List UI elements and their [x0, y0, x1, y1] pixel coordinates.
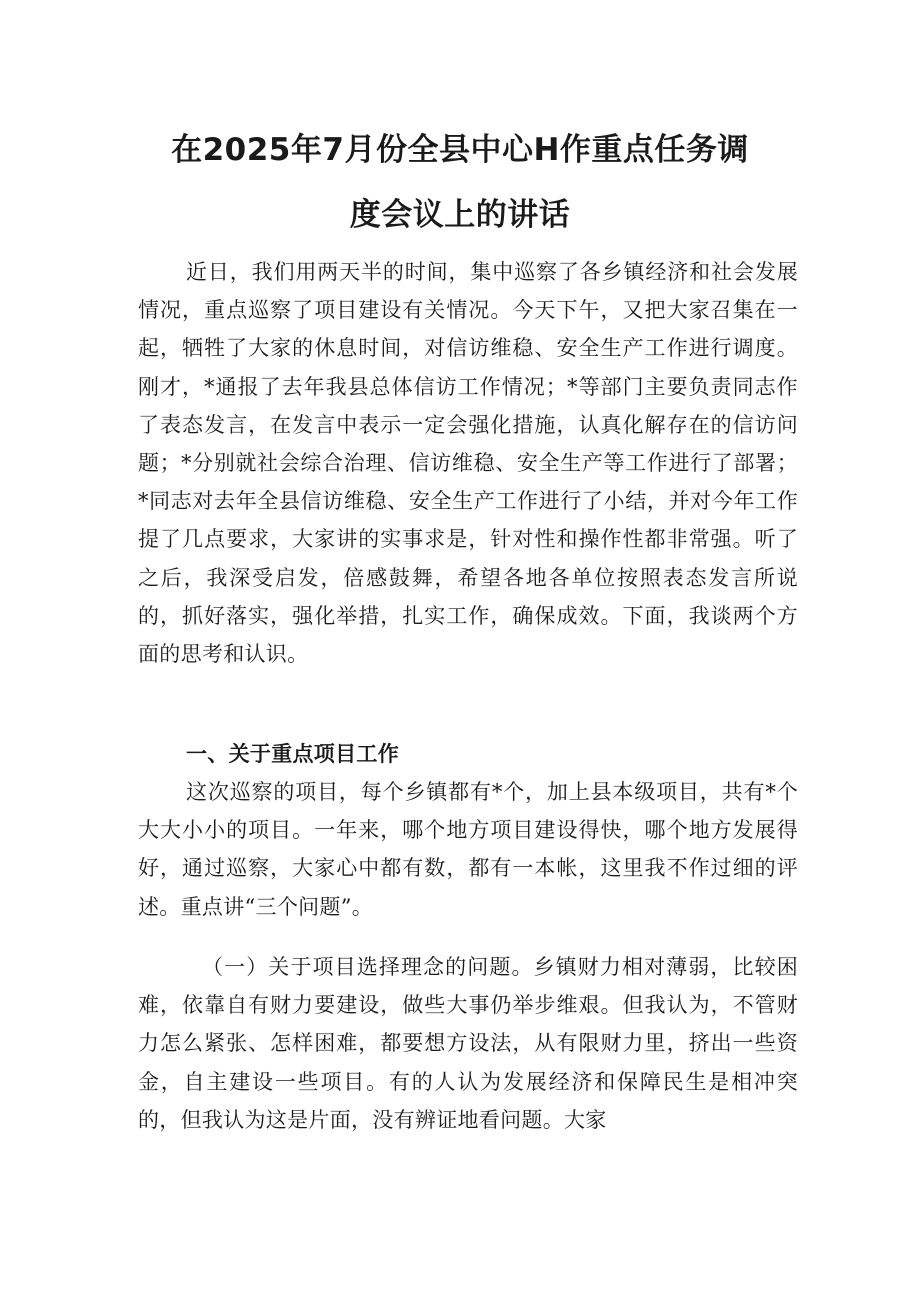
document-title-line-1: 在2025年7月份全县中心H作重点任务调	[171, 132, 749, 168]
paragraph-projects: 这次巡察的项目，每个乡镇都有*个，加上县本级项目，共有*个大大小小的项目。一年来，哪个地方项目建设得快，哪个地方发展得好，通过巡察，大家心中都有数，都有一本帐，这里我不作过细的评述。重点讲“三个问题”。	[138, 780, 798, 919]
paragraph-project-selection: （一）关于项目选择理念的问题。乡镇财力相对薄弱，比较困难，依靠自有财力要建设，做些大事仍举步维艰。但我认为，不管财力怎么紧张、怎样困难，都要想方设法，从有限财力里，挤出一些资金，自主建设一些项目。有的人认为发展经济和保障民生是相冲突的，但我认为这是片面，没有辨证地看问题。大家	[138, 955, 798, 1132]
document-title-line-2: 度会议上的讲话	[349, 197, 571, 233]
paragraph-intro: 近日，我们用两天半的时间，集中巡察了各乡镇经济和社会发展情况，重点巡察了项目建设有关情况。今天下午，又把大家召集在一起，牺牲了大家的休息时间，对信访维稳、安全生产工作进行调度。刚才，*通报了去年我县总体信访工作情况；*等部门主要负责同志作了表态发言，在发言中表示一定会强化措施，认真化解存在的信访问题；*分别就社会综合治理、信访维稳、安全生产等工作进行了部署；*同志对去年全县信访维稳、安全生产工作进行了小结，并对今年工作提了几点要求，大家讲的实事求是，针对性和操作性都非常强。听了之后，我深受启发，倍感鼓舞，希望各地各单位按照表态发言所说的，抓好落实，强化举措，扎实工作，确保成效。下面，我谈两个方面的思考和认识。	[138, 260, 798, 667]
section-heading-1: 一、关于重点项目工作	[186, 742, 399, 766]
